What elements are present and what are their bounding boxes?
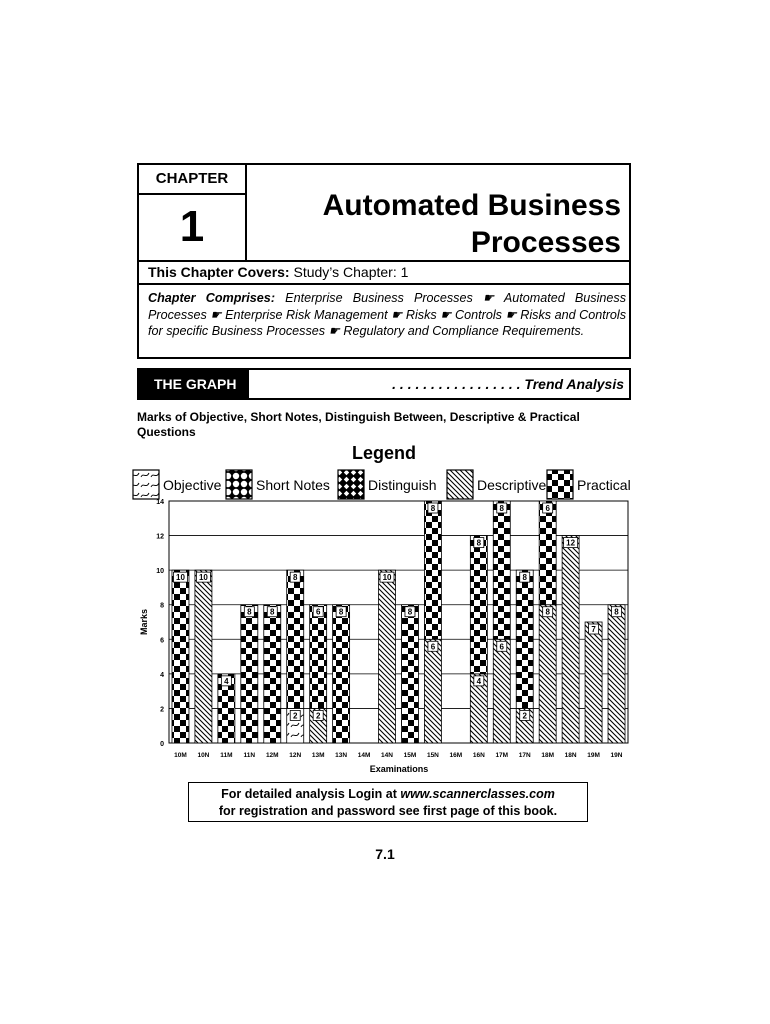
bar-12N-practical <box>287 570 304 708</box>
plot-area <box>169 501 628 743</box>
bar-18M-practical <box>539 501 556 605</box>
x-tick-label: 16N <box>472 752 485 759</box>
x-tick-label: 12M <box>265 752 279 759</box>
y-tick-label: 10 <box>156 568 164 576</box>
x-tick-label: 11N <box>243 752 256 759</box>
legend-swatch <box>226 470 252 499</box>
data-label: 8 <box>270 607 275 617</box>
info-url[interactable]: www.scannerclasses.com <box>400 787 555 801</box>
bar-12M-practical <box>264 605 281 743</box>
data-label: 8 <box>430 504 436 513</box>
y-tick-label: 4 <box>160 671 164 679</box>
bar-10M-practical <box>172 570 189 743</box>
data-label: 4 <box>224 676 229 686</box>
data-label: 8 <box>614 607 619 617</box>
bar-15N-descriptive <box>424 639 441 743</box>
legend-label: Short Notes <box>256 477 330 493</box>
bar-15N-practical <box>424 501 441 639</box>
x-tick-label: 11M <box>220 752 233 759</box>
legend-label: Distinguish <box>368 477 437 493</box>
x-tick-label: 19M <box>587 752 600 759</box>
legend-label: Practical <box>577 477 631 493</box>
x-tick-label: 18M <box>541 752 555 759</box>
graph-leader: . . . . . . . . . . . . . . . . . <box>392 376 521 392</box>
page-number: 7.1 <box>375 846 395 862</box>
legend-title: Legend <box>352 443 417 463</box>
data-label: 6 <box>315 607 321 617</box>
data-label: 8 <box>476 538 482 548</box>
bar-18N-descriptive <box>562 536 579 743</box>
y-tick-label: 2 <box>160 706 164 714</box>
data-label: 8 <box>545 607 550 617</box>
bar-11N-practical <box>241 605 258 743</box>
graph-trend-label: Trend Analysis <box>524 376 624 392</box>
data-label: 7 <box>591 625 596 634</box>
x-tick-label: 17M <box>495 752 509 759</box>
y-tick-label: 8 <box>160 602 164 610</box>
data-label: 8 <box>247 607 252 617</box>
data-label: 2 <box>522 711 527 721</box>
data-label: 6 <box>499 642 505 652</box>
legend-label: Descriptive <box>477 477 547 493</box>
x-tick-label: 13N <box>335 752 348 759</box>
info-prefix: For detailed analysis Login at <box>221 787 401 801</box>
info-line2: for registration and password see first page of this book. <box>218 804 558 818</box>
data-label: 8 <box>292 573 298 583</box>
data-label: 8 <box>499 504 505 513</box>
y-axis-label: Marks <box>139 608 149 636</box>
data-label: 10 <box>176 573 185 583</box>
comprises-text: Enterprise Business Processes ☛ Automated Business Processes ☛ Enterprise Risk Management ☛ Risks ☛ Controls ☛ Risks and Controls for specific Business Processes ☛ Regulatory and Compliance Requirements. <box>148 291 627 338</box>
graph-description: Marks of Objective, Short Notes, Distinguish Between, Descriptive & Practical Questions <box>137 410 580 439</box>
data-label: 2 <box>292 711 298 721</box>
y-tick-label: 12 <box>156 533 164 541</box>
bar-13N-practical <box>333 605 350 743</box>
x-tick-label: 10N <box>197 752 210 759</box>
graph-label: THE GRAPH <box>139 370 249 398</box>
data-label: 8 <box>407 607 413 617</box>
data-label: 12 <box>566 538 576 548</box>
x-tick-label: 12N <box>289 752 302 759</box>
bar-19N-descriptive <box>608 605 625 743</box>
bar-10N-descriptive <box>195 570 212 743</box>
chapter-title-line2: Processes <box>470 226 621 259</box>
data-label: 2 <box>315 711 321 721</box>
comprises-label: Chapter Comprises: <box>148 291 276 305</box>
legend-label: Objective <box>163 477 222 493</box>
bar-18M-descriptive <box>539 605 556 743</box>
info-line1 <box>189 786 587 803</box>
chapter-number: 1 <box>179 202 205 251</box>
data-label: 4 <box>476 676 482 686</box>
legend-item-distinguish <box>338 470 436 499</box>
bar-13M-practical <box>310 605 327 709</box>
y-tick-label: 6 <box>160 637 164 645</box>
legend-swatch <box>133 470 159 499</box>
data-label: 8 <box>522 573 527 583</box>
legend-item-short-notes <box>226 470 330 499</box>
data-label: 10 <box>382 573 392 583</box>
info-box <box>188 782 588 822</box>
data-label: 10 <box>198 573 208 583</box>
chapter-title-line1: Automated Business <box>322 189 621 222</box>
data-label: 6 <box>545 504 550 513</box>
x-tick-label: 18N <box>564 752 577 759</box>
x-tick-label: 13M <box>311 752 325 759</box>
data-label: 6 <box>430 642 436 652</box>
bar-14N-descriptive <box>379 570 396 743</box>
y-tick-label: 0 <box>160 741 164 748</box>
x-tick-label: 15M <box>403 752 417 759</box>
legend-swatch <box>547 470 573 499</box>
x-tick-label: 14M <box>357 752 371 759</box>
bar-17N-practical <box>516 570 533 708</box>
x-tick-label: 10M <box>174 752 187 759</box>
legend-item-descriptive <box>447 470 546 499</box>
x-axis-label: Examinations <box>369 764 429 774</box>
legend-item-objective <box>133 470 222 499</box>
bar-19M-descriptive <box>585 622 602 743</box>
bar-16N-practical <box>470 536 487 674</box>
bar-17M-practical <box>493 501 510 639</box>
chapter-label: CHAPTER <box>139 165 245 195</box>
bar-15M-practical <box>401 605 418 743</box>
x-tick-label: 17N <box>518 752 531 759</box>
x-tick-label: 16M <box>449 752 463 759</box>
x-tick-label: 15N <box>426 752 439 759</box>
covers-label: This Chapter Covers: <box>148 264 290 280</box>
bar-17M-descriptive <box>493 639 510 743</box>
covers-value: Study’s Chapter: 1 <box>293 264 409 280</box>
x-tick-label: 19N <box>610 752 623 759</box>
x-tick-label: 14N <box>381 752 393 759</box>
y-tick-label: 14 <box>156 499 164 506</box>
legend-swatch <box>447 470 473 499</box>
legend-item-practical <box>547 470 631 499</box>
legend-swatch <box>338 470 364 499</box>
data-label: 8 <box>338 607 344 617</box>
